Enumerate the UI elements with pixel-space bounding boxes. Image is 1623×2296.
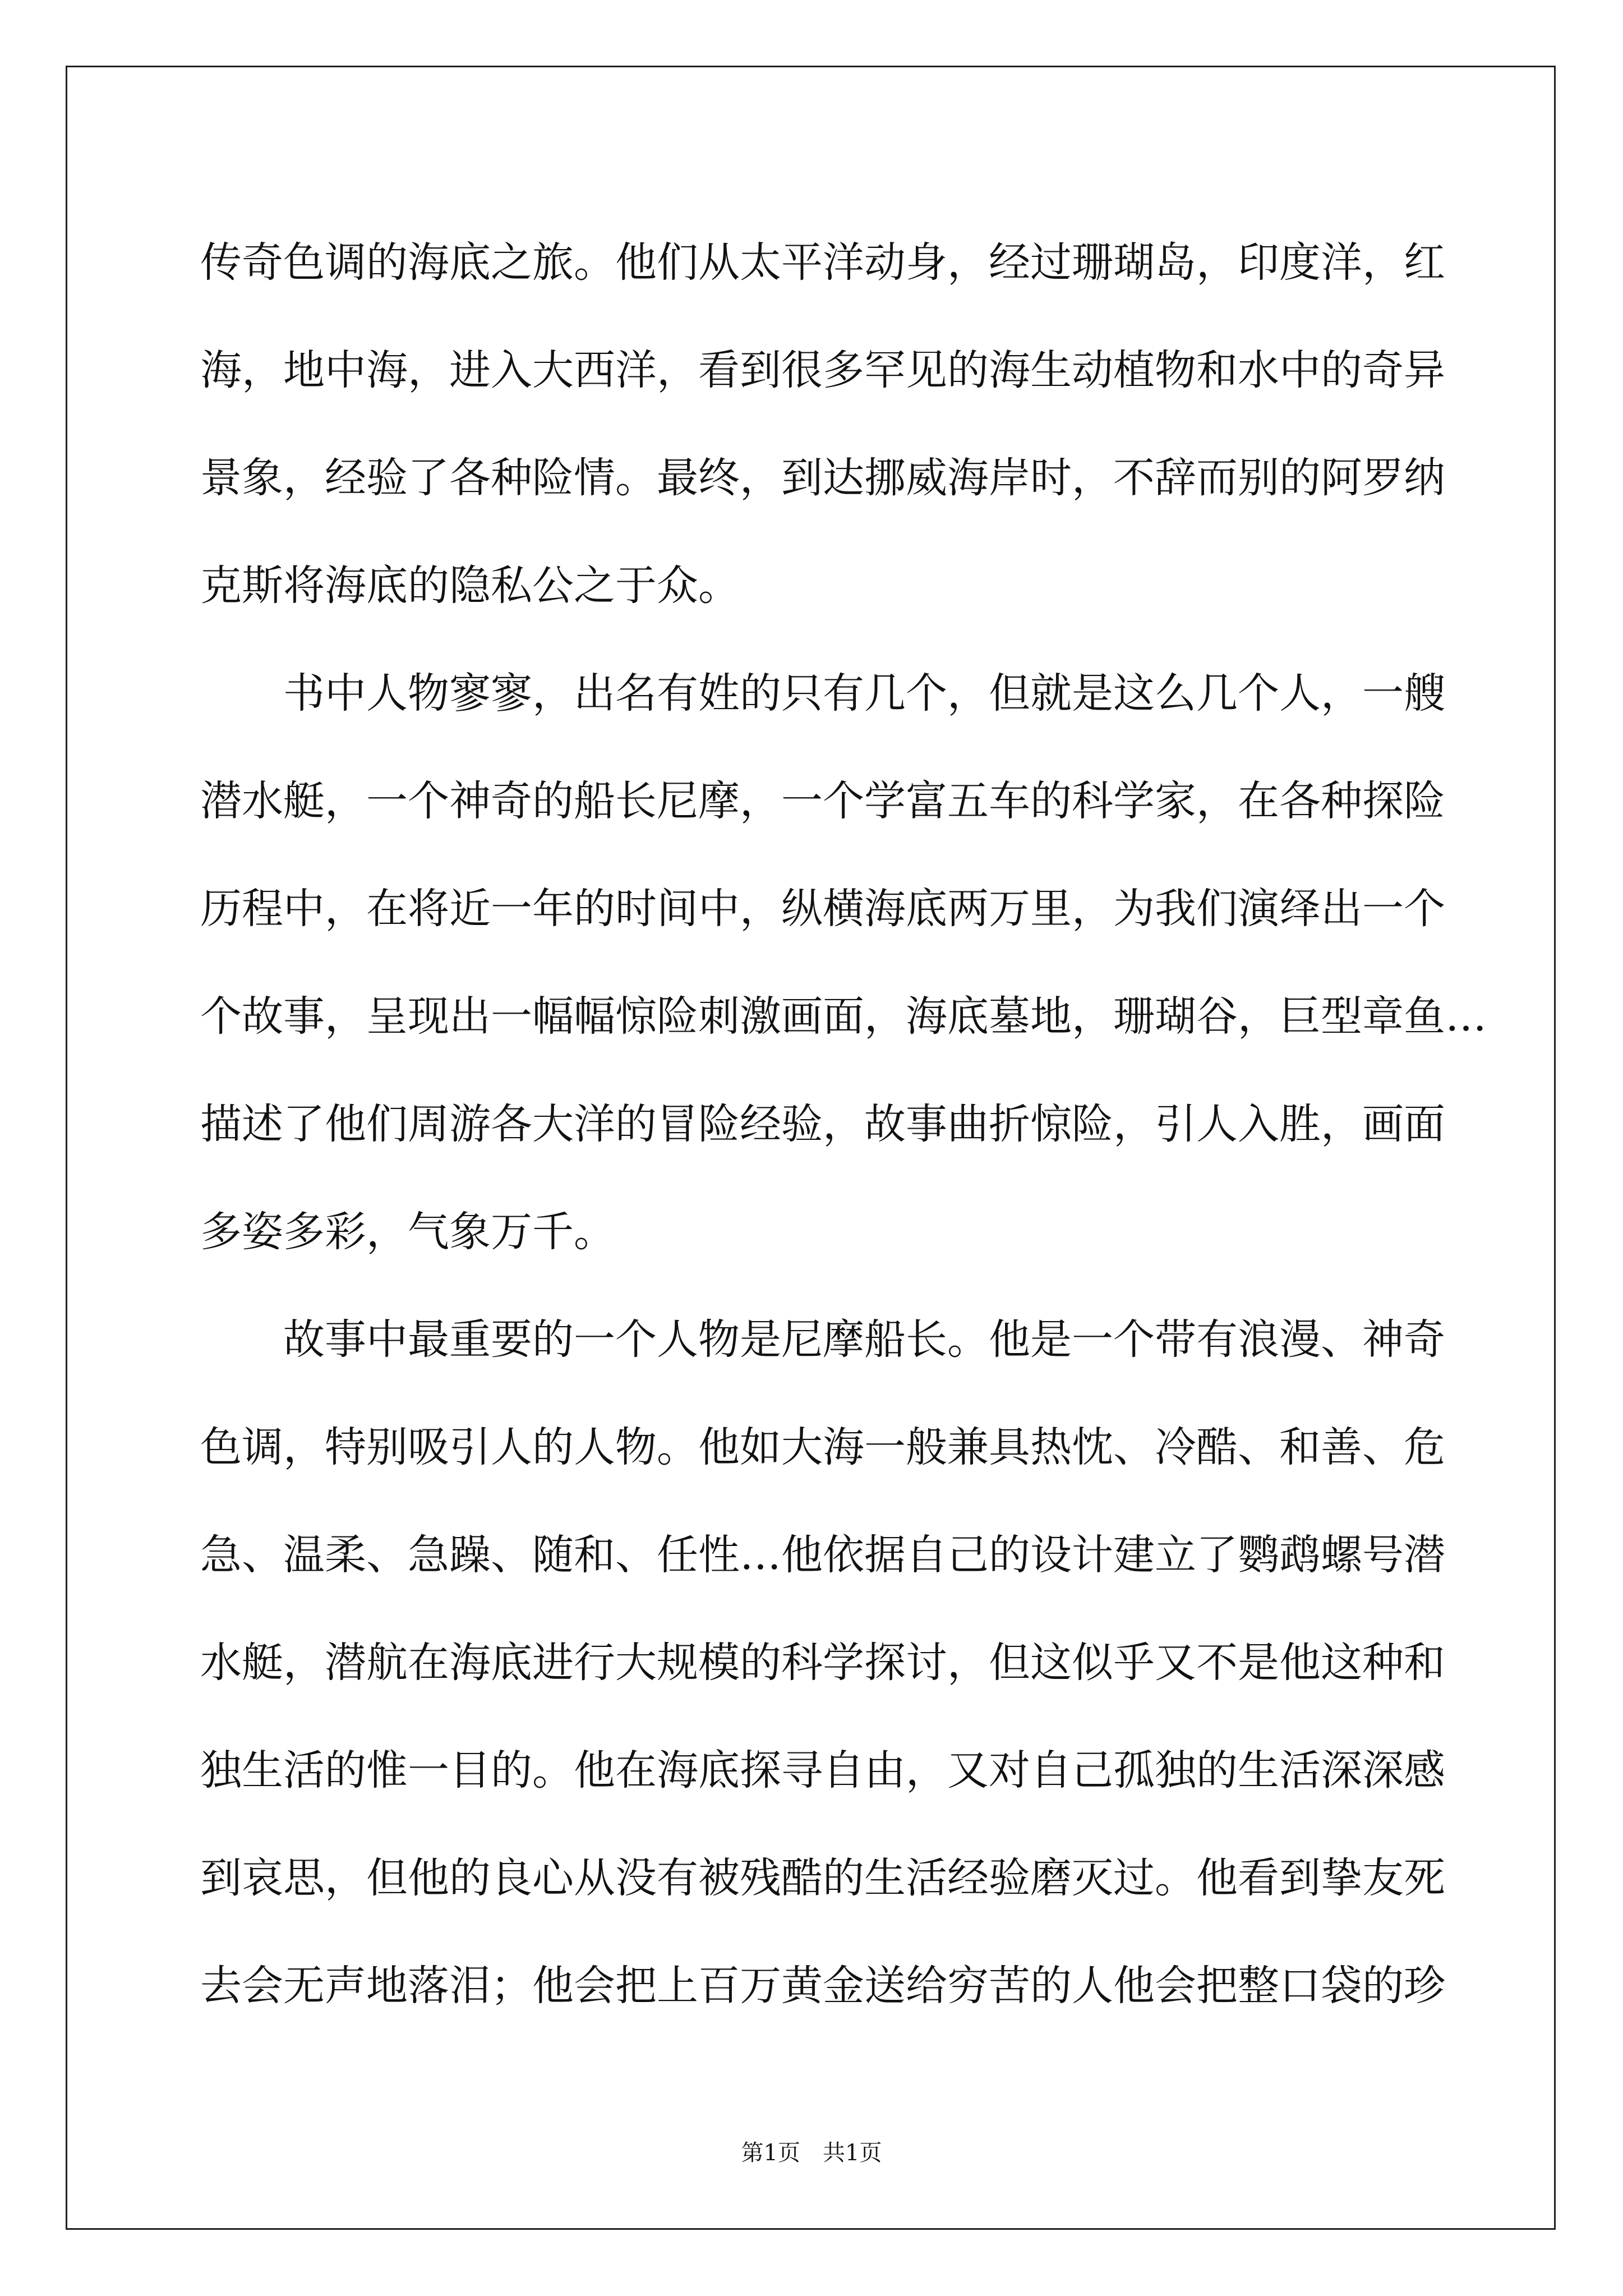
text-line: 到哀思，但他的良心从没有被残酷的生活经验磨灭过。他看到挚友死 (200, 1854, 1445, 1902)
text-line: 潜水艇，一个神奇的船长尼摩，一个学富五车的科学家，在各种探险 (200, 777, 1445, 825)
text-line: 独生活的惟一目的。他在海底探寻自由，又对自己孤独的生活深深感 (200, 1746, 1445, 1795)
document-body (200, 209, 1487, 2040)
text-line: 描述了他们周游各大洋的冒险经验，故事曲折惊险，引人入胜，画面 (200, 1100, 1445, 1148)
text-line: 海，地中海，进入大西洋，看到很多罕见的海生动植物和水中的奇异 (200, 346, 1445, 394)
text-line: 景象，经验了各种险情。最终，到达挪威海岸时，不辞而别的阿罗纳 (200, 454, 1445, 502)
page-footer: 第1页 共1页 (741, 2140, 882, 2166)
text-line: 个故事，呈现出一幅幅惊险刺激画面，海底墓地，珊瑚谷，巨型章鱼… (200, 992, 1487, 1041)
text-line: 色调，特别吸引人的人物。他如大海一般兼具热忱、冷酷、和善、危 (200, 1423, 1445, 1471)
text-line: 故事中最重要的一个人物是尼摩船长。他是一个带有浪漫、神奇 (283, 1315, 1445, 1364)
text-line: 克斯将海底的隐私公之于众。 (200, 562, 740, 610)
text-line: 传奇色调的海底之旅。他们从太平洋动身，经过珊瑚岛，印度洋，红 (200, 238, 1445, 287)
text-line: 水艇，潜航在海底进行大规模的科学探讨，但这似乎又不是他这种和 (200, 1639, 1445, 1687)
text-line: 去会无声地落泪；他会把上百万黄金送给穷苦的人他会把整口袋的珍 (200, 1962, 1445, 2010)
text-line: 历程中，在将近一年的时间中，纵横海底两万里，为我们演绎出一个 (200, 885, 1445, 933)
text-line: 多姿多彩，气象万千。 (200, 1208, 615, 1256)
text-line: 急、温柔、急躁、随和、任性…他依据自己的设计建立了鹦鹉螺号潜 (200, 1531, 1445, 1579)
text-line: 书中人物寥寥，出名有姓的只有几个，但就是这么几个人，一艘 (283, 669, 1445, 717)
